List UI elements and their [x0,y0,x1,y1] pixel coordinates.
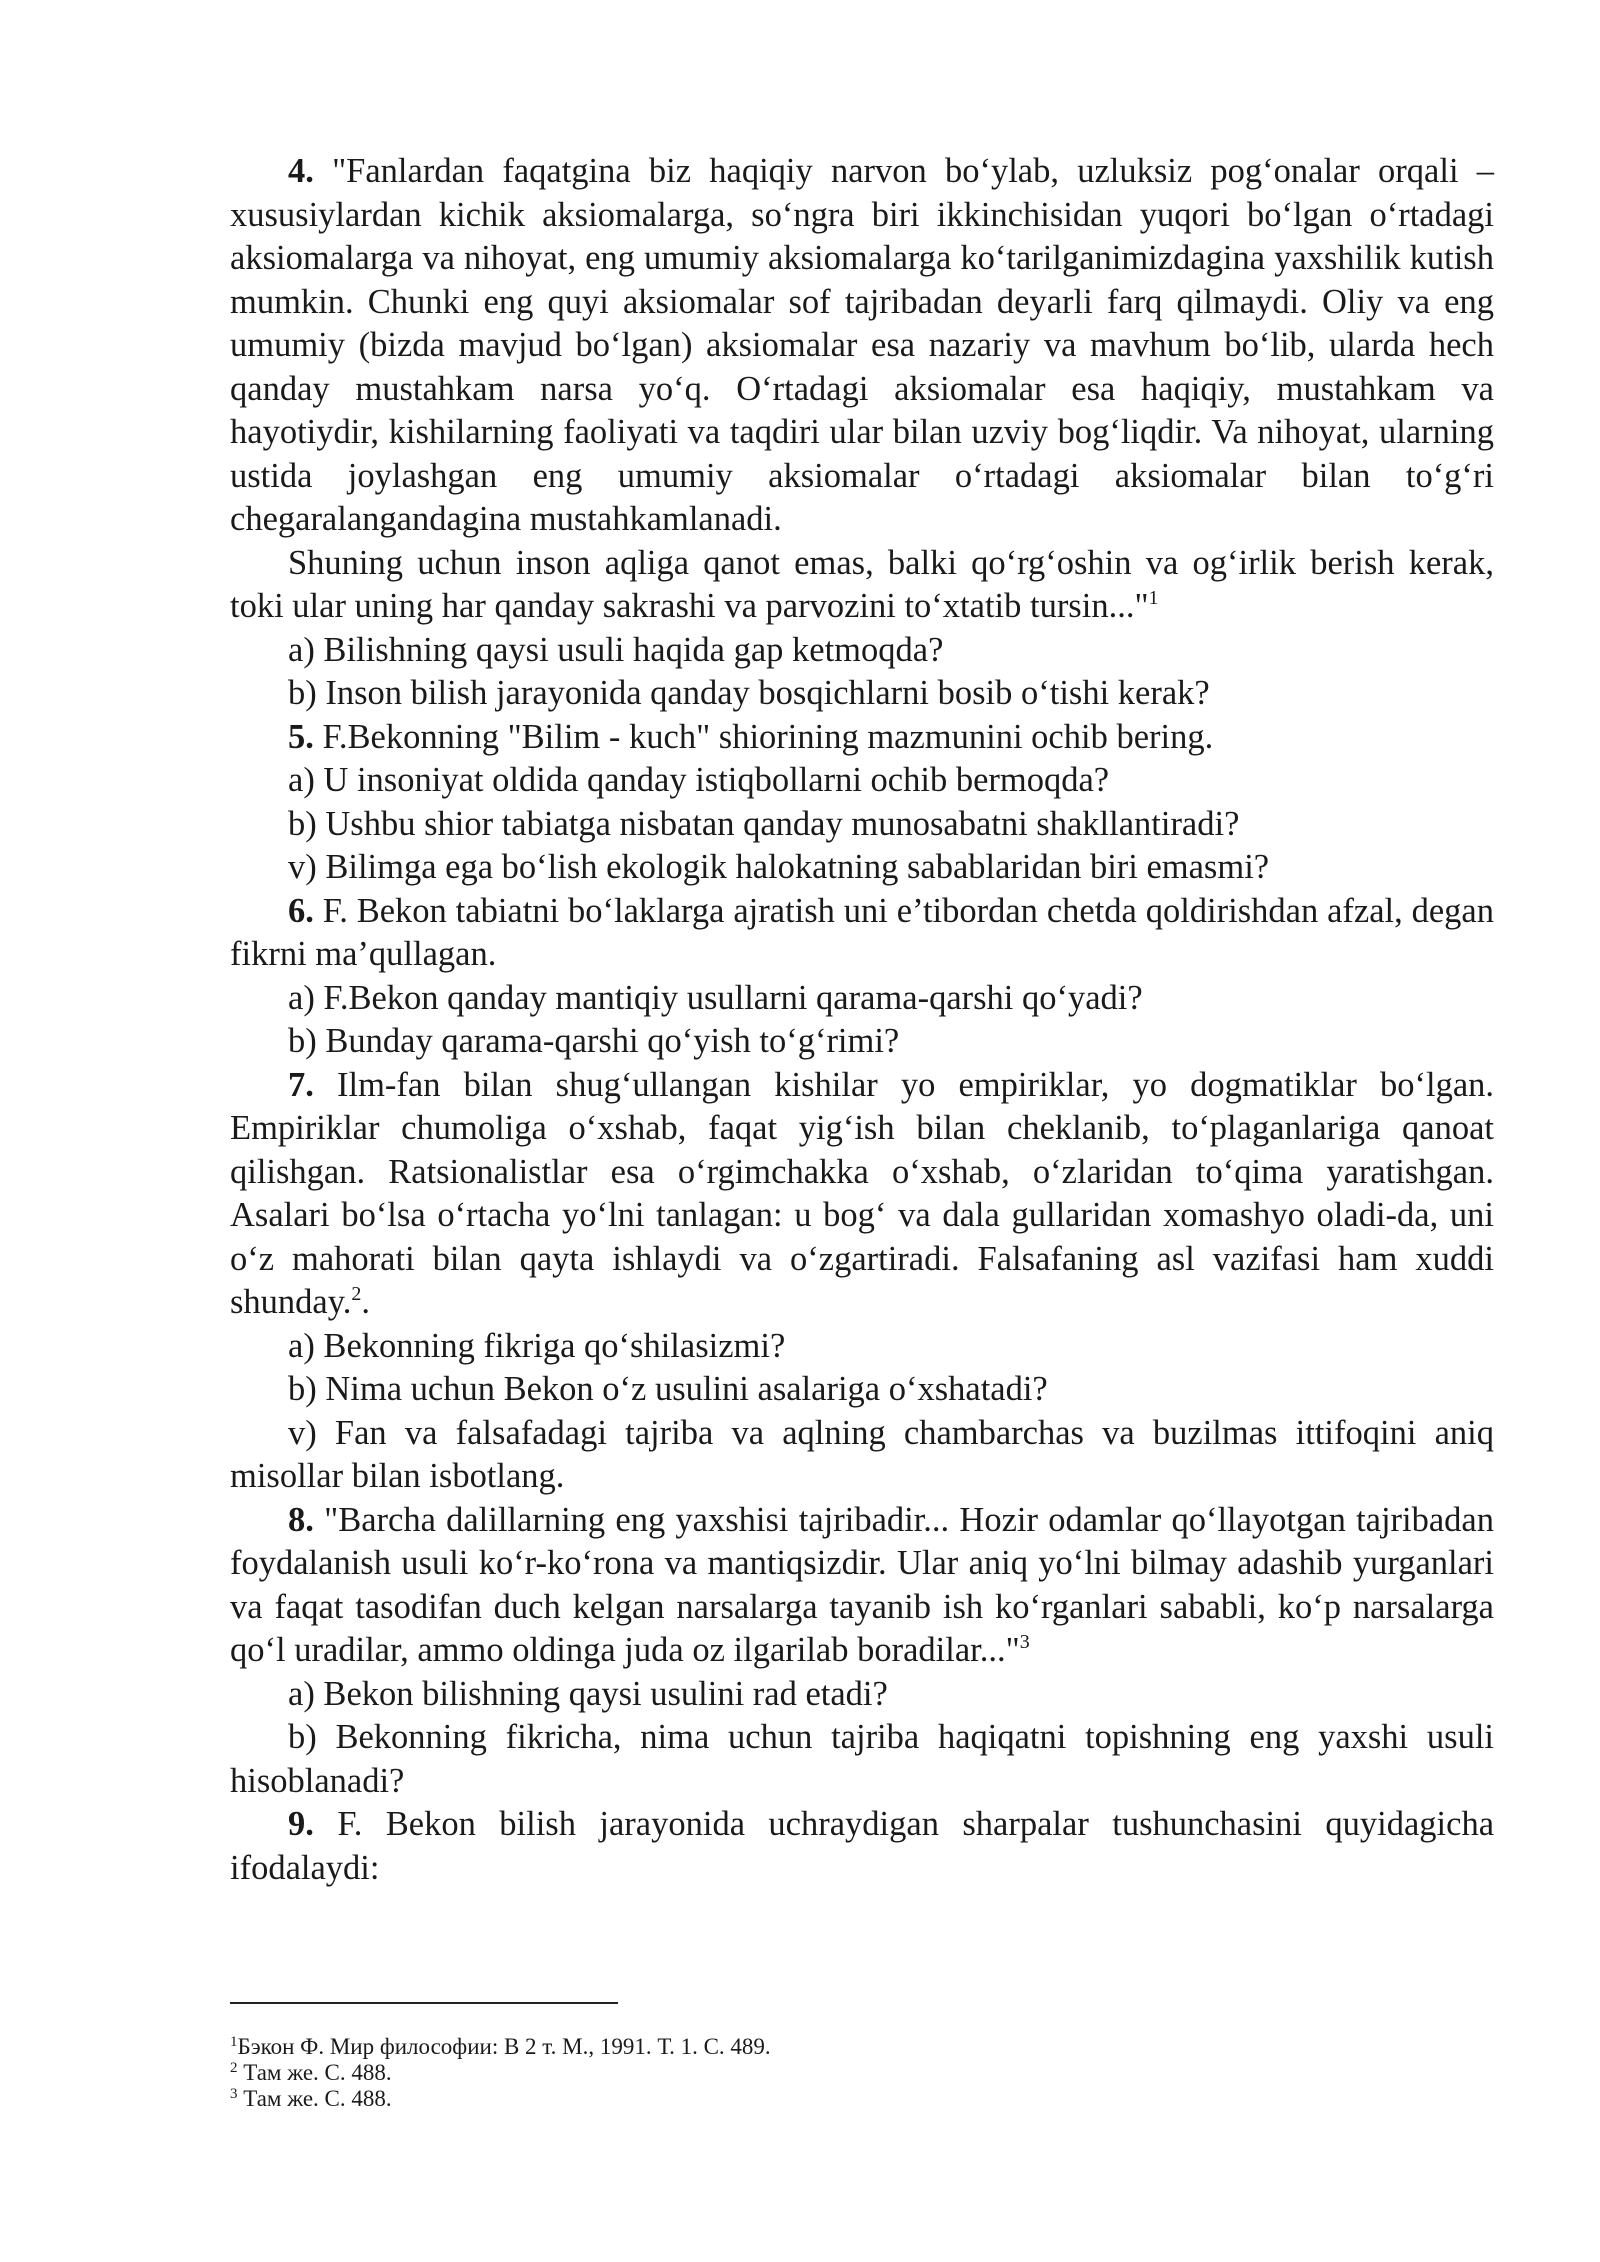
footnote-mark: 1 [230,2034,238,2050]
quote-continuation [230,542,1494,629]
question-item: a) F.Bekon qanday mantiqiy usullarni qarama-qarshi qo‘yadi? [288,978,1143,1017]
trailing-punctuation: . [361,1283,370,1321]
question-item: b) Nima uchun Bekon o‘z usulini asalariga o‘xshatadi? [288,1370,1048,1408]
exercise-number: 8. [288,1500,314,1539]
question-item: a) Bekon bilishning qaysi usulini rad etadi? [288,1674,888,1713]
exercise-text: Ilm-fan bilan shug‘ullangan kishilar yo empiriklar, yo dogmatiklar bo‘lgan. Empiriklar chumoliga o‘xshab, faqat yig‘ish bilan cheklanib, to‘plaganlariga qanoat qilishgan. Ratsionalistlar esa o‘rgimchakka o‘xshab, o‘zlaridan to‘qima yaratishgan. Asalari bo‘lsa o‘rtacha yo‘lni tanlagan: u bog‘ va dala gullaridan xomashyo oladi-da, uni o‘z mahorati bilan qayta ishlaydi va o‘zgartiradi. Falsafaning asl vazifasi ham xuddi shunday. [230,1065,1495,1321]
footnote-text: Там же. С. 488. [237,2060,392,2085]
footnote-ref[interactable]: 1 [1148,587,1159,609]
exercise-number: 6. [288,891,314,930]
footnote-mark: 3 [230,2086,238,2102]
question-item: a) U insoniyat oldida qanday istiqbollarni ochib bermoqda? [288,761,1110,799]
footnote-1 [230,2034,1494,2060]
exercise-text: F. Bekon bilish jarayonida uchraydigan sharpalar tushunchasini quyidagicha ifodalaydi: [230,1805,1495,1887]
footnote-2 [230,2060,1494,2086]
exercise-8 [230,1499,1494,1673]
footnotes-section [230,2002,1494,2112]
question-item: v) Fan va falsafadagi tajriba va aqlning chambarchas va buzilmas ittifoqini aniq misollar bilan isbotlang. [230,1413,1494,1495]
exercise-text: "Barcha dalillarning eng yaxshisi tajribadir... Hozir odamlar qo‘llayotgan tajribadan foydalanish usuli ko‘r-ko‘rona va mantiqsizdir. Ular aniq yo‘lni bilmay adashib yurganlari va faqat tasodifan duch kelgan narsalarga tayanib ish ko‘rganlari sababli, ko‘p narsalarga qo‘l uradilar, ammo oldinga juda oz ilgarilab boradilar..." [230,1500,1494,1669]
question-item: b) Ushbu shior tabiatga nisbatan qanday munosabatni shakllantiradi? [288,804,1240,843]
exercise-9 [230,1803,1494,1890]
exercise-number: 4. [288,152,314,190]
footnote-separator [230,2002,618,2004]
footnote-mark: 2 [230,2060,238,2076]
exercise-4 [230,150,1494,542]
footnote-3 [230,2086,1494,2112]
question-item: b) Bunday qarama-qarshi qo‘yish to‘g‘rimi? [288,1022,900,1060]
question-item: a) Bilishning qaysi usuli haqida gap ketmoqda? [288,630,944,669]
question-item: b) Bekonning fikricha, nima uchun tajriba haqiqatni topishning eng yaxshi usuli hisoblanadi? [230,1718,1494,1800]
exercise-5 [230,716,1494,760]
footnote-text: Там же. С. 488. [237,2086,392,2111]
paragraph-text: Shuning uchun inson aqliga qanot emas, balki qo‘rg‘oshin va og‘irlik berish kerak, toki ular uning har qanday sakrashi va parvozini to‘xtatib tursin..." [230,543,1494,625]
question-item: b) Inson bilish jarayonida qanday bosqichlarni bosib o‘tishi kerak? [288,674,1210,712]
exercise-text: F. Bekon tabiatni bo‘laklarga ajratish uni e’tibordan chetda qoldirishdan afzal, degan fikrni ma’qullagan. [230,891,1494,973]
footnote-ref[interactable]: 3 [1019,1631,1030,1653]
footnote-ref[interactable]: 2 [351,1283,362,1305]
question-item: a) Bekonning fikriga qo‘shilasizmi? [288,1326,786,1365]
exercise-text: F.Bekonning "Bilim - kuch" shiorining mazmunini ochib bering. [322,717,1214,756]
exercise-number: 7. [288,1065,314,1104]
document-body [230,150,1494,1890]
exercise-text: "Fanlardan faqatgina biz haqiqiy narvon bo‘ylab, uzluksiz pog‘onalar orqali – xususiylardan kichik aksiomalarga, so‘ngra biri ikkinchisidan yuqori bo‘lgan o‘rtadagi aksiomalarga va nihoyat, eng umumiy aksiomalarga ko‘tarilganimizdagina yaxshilik kutish mumkin. Chunki eng quyi aksiomalar sof tajribadan deyarli farq qilmaydi. Oliy va eng umumiy (bizda mavjud bo‘lgan) aksiomalar esa nazariy va mavhum bo‘lib, ularda hech qanday mustahkam narsa yo‘q. O‘rtadagi aksiomalar esa haqiqiy, mustahkam va hayotiydir, kishilarning faoliyati va taqdiri ular bilan uzviy bog‘liqdir. Va nihoyat, ularning ustida joylashgan eng umumiy aksiomalar o‘rtadagi aksiomalar bilan to‘g‘ri chegaralangandagina mustahkamlanadi. [230,152,1494,538]
exercise-number: 5. [288,717,314,756]
footnote-text: Бэкон Ф. Мир философии: В 2 т. М., 1991. Т. 1. С. 489. [237,2034,771,2059]
exercise-6 [230,890,1494,977]
exercise-7 [230,1064,1494,1325]
question-item: v) Bilimga ega bo‘lish ekologik halokatning sabablaridan biri emasmi? [288,848,1270,886]
exercise-number: 9. [288,1805,314,1843]
